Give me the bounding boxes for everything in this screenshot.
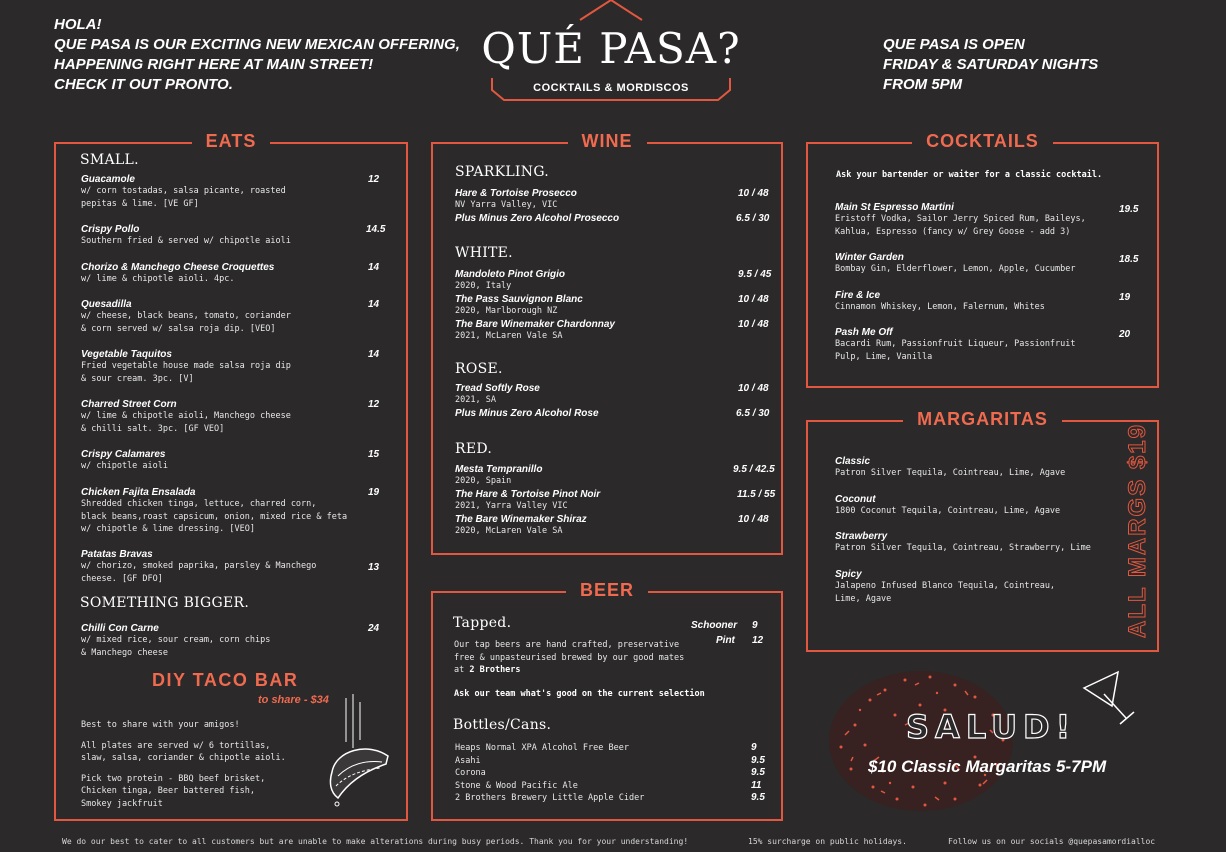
menu-item: Crispy Pollo Southern fried & served w/ chipotle aioli	[81, 224, 291, 246]
tapped-description: Our tap beers are hand crafted, preservative free & unpasteurised brewed by our good mates at 2 Brothers	[454, 640, 685, 675]
wine-item: Hare & Tortoise Prosecco NV Yarra Valley, VIC	[455, 188, 577, 210]
wine-price: 6.5 / 30	[736, 213, 770, 224]
schooner-label: Schooner	[691, 620, 738, 631]
wine-item: The Bare Winemaker Shiraz 2020, McLaren Vale SA	[455, 514, 587, 536]
eats-panel	[54, 131, 408, 821]
intro-line: HOLA!	[54, 16, 102, 33]
wine-heading: RED.	[455, 441, 493, 457]
wine-heading: WHITE.	[455, 245, 513, 261]
taco-bar-title: DIY TACO BAR	[152, 670, 299, 690]
beer-panel	[431, 580, 783, 821]
wine-price: 11.5 / 55	[737, 489, 776, 500]
ask-team-note: Ask our team what's good on the current selection	[454, 689, 705, 699]
cocktails-panel	[806, 131, 1159, 388]
bigger-heading: SOMETHING BIGGER.	[80, 595, 250, 611]
bottles-heading: Bottles/Cans.	[453, 717, 552, 733]
margaritas-panel	[806, 409, 1159, 652]
falling-taco-icon	[324, 694, 400, 810]
item-price: 12	[368, 174, 380, 185]
cocktail-glass-icon	[1080, 668, 1142, 730]
taco-bar-price: to share - $34	[258, 694, 329, 706]
salud-heading: SALUD!	[906, 708, 1077, 746]
wine-panel	[431, 131, 783, 555]
bottle-item: 2 Brothers Brewery Little Apple Cider	[455, 793, 645, 803]
wine-price: 6.5 / 30	[736, 408, 770, 419]
cocktails-title: COCKTAILS	[808, 131, 1157, 152]
cocktail-item: Fire & Ice Cinnamon Whiskey, Lemon, Falernum, Whites	[835, 290, 1045, 312]
intro-line: HAPPENING RIGHT HERE AT MAIN STREET!	[54, 56, 374, 73]
footer-socials: Follow us on our socials @quepasamordialloc	[948, 837, 1156, 846]
cocktail-item: Main St Espresso Martini Eristoff Vodka, Sailor Jerry Spiced Rum, Baileys, Kahlua, Espresso (fancy w/ Grey Goose - add 3)	[835, 202, 1086, 237]
item-price: 15	[368, 449, 380, 460]
wine-title: WINE	[433, 131, 781, 152]
wine-price: 10 / 48	[738, 319, 769, 330]
wine-item: The Pass Sauvignon Blanc 2020, Marlborough NZ	[455, 294, 583, 316]
wine-item: The Hare & Tortoise Pinot Noir 2021, Yarra Valley VIC	[455, 489, 601, 511]
menu-item: Guacamole w/ corn tostadas, salsa picante, roasted pepitas & lime. [VE GF]	[81, 174, 286, 209]
wine-price: 10 / 48	[738, 188, 769, 199]
footer-note: We do our best to cater to all customers but are unable to make alterations during busy periods. Thank you for your understanding!	[62, 837, 689, 846]
cocktail-price: 20	[1119, 329, 1131, 340]
intro-text	[54, 15, 460, 95]
bottle-list	[455, 742, 644, 805]
wine-item: Plus Minus Zero Alcohol Rose	[455, 408, 599, 419]
all-margs-price: ALL MARGS $19	[1124, 423, 1151, 638]
menu-item: Vegetable Taquitos Fried vegetable house made salsa roja dip & sour cream. 3pc. [V]	[81, 349, 291, 384]
wine-heading: SPARKLING.	[455, 164, 550, 180]
hours-line: FROM 5PM	[883, 76, 963, 93]
wine-price: 10 / 48	[738, 294, 769, 305]
margarita-item: Spicy Jalapeno Infused Blanco Tequila, Cointreau, Lime, Agave	[835, 569, 1056, 604]
schooner-price: 9	[752, 620, 758, 631]
item-price: 24	[368, 623, 380, 634]
menu-item: Chorizo & Manchego Cheese Croquettes w/ lime & chipotle aioli. 4pc.	[81, 262, 275, 284]
wine-item: Plus Minus Zero Alcohol Prosecco	[455, 213, 620, 224]
bottle-item: Corona	[455, 768, 486, 778]
menu-item: Charred Street Corn w/ lime & chipotle aioli, Manchego cheese & chilli salt. 3pc. [GF VEO]	[81, 399, 291, 434]
wine-item: Mesta Tempranillo 2020, Spain	[455, 464, 543, 486]
pint-price: 12	[752, 635, 764, 646]
wine-price: 10 / 48	[738, 383, 769, 394]
item-price: 14	[368, 262, 380, 273]
intro-line: QUE PASA IS OUR EXCITING NEW MEXICAN OFFERING,	[54, 36, 460, 53]
menu-item: Chicken Fajita Ensalada Shredded chicken tinga, lettuce, charred corn, black beans,roast capsicum, onion, mixed rice & feta w/ chipotle & lime dressing. [VEO]	[81, 487, 348, 534]
menu-item: Patatas Bravas w/ chorizo, smoked paprika, parsley & Manchego cheese. [GF DFO]	[81, 549, 317, 584]
eats-title: EATS	[56, 131, 406, 152]
bottle-prices: 9 9.5 9.5 11 9.5	[751, 742, 765, 803]
beer-title: BEER	[433, 580, 781, 601]
item-price: 14.5	[366, 224, 386, 235]
menu-item: Quesadilla w/ cheese, black beans, tomato, coriander & corn served w/ salsa roja dip. [VEO]	[81, 299, 291, 334]
cocktail-item: Pash Me Off Bacardi Rum, Passionfruit Liqueur, Passionfruit Pulp, Lime, Vanilla	[835, 327, 1076, 362]
cocktails-intro: Ask your bartender or waiter for a classic cocktail.	[836, 170, 1103, 180]
hours-line: QUE PASA IS OPEN	[883, 36, 1025, 53]
item-price: 19	[368, 487, 380, 498]
wine-item: Mandoleto Pinot Grigio 2020, Italy	[455, 269, 565, 291]
bottle-item: Stone & Wood Pacific Ale	[455, 780, 578, 791]
logo-subtitle: COCKTAILS & MORDISCOS	[533, 82, 689, 94]
taco-bar-info: Best to share with your amigos! All plates are served w/ 6 tortillas, slaw, salsa, coriander & chipotle aioli. Pick two protein - BBQ beef brisket, Chicken tinga, Beer battered fish, Smokey jackfruit	[81, 720, 286, 809]
tapped-heading: Tapped.	[453, 615, 512, 631]
cocktail-item: Winter Garden Bombay Gin, Elderflower, Lemon, Apple, Cucumber	[835, 252, 1076, 274]
cocktail-price: 19	[1119, 292, 1131, 303]
margarita-item: Classic Patron Silver Tequila, Cointreau, Lime, Agave	[835, 456, 1066, 478]
wine-item: Tread Softly Rose 2021, SA	[455, 383, 540, 405]
margarita-item: Strawberry Patron Silver Tequila, Cointreau, Strawberry, Lime	[835, 531, 1091, 553]
wine-item: The Bare Winemaker Chardonnay 2021, McLaren Vale SA	[455, 319, 615, 341]
logo-title: QUÉ PASA?	[481, 24, 741, 73]
item-price: 13	[368, 562, 380, 573]
bottle-item: Heaps Normal XPA Alcohol Free Beer	[455, 743, 629, 753]
wine-price: 9.5 / 45	[738, 269, 772, 280]
item-price: 14	[368, 299, 380, 310]
wine-price: 9.5 / 42.5	[733, 464, 775, 475]
footer-surcharge: 15% surcharge on public holidays.	[748, 837, 907, 846]
menu-item: Chilli Con Carne w/ mixed rice, sour cream, corn chips & Manchego cheese	[81, 623, 271, 658]
item-price: 14	[368, 349, 380, 360]
cocktail-price: 19.5	[1119, 204, 1139, 215]
margarita-item: Coconut 1800 Coconut Tequila, Cointreau, Lime, Agave	[835, 494, 1061, 516]
logo	[480, 0, 742, 106]
happy-hour-promo: $10 Classic Margaritas 5-7PM	[868, 757, 1107, 776]
pint-label: Pint	[716, 635, 735, 646]
intro-line: CHECK IT OUT PRONTO.	[54, 76, 233, 93]
wine-heading: ROSE.	[455, 361, 503, 377]
hours-line: FRIDAY & SATURDAY NIGHTS	[883, 56, 1099, 73]
item-price: 12	[368, 399, 380, 410]
small-heading: SMALL.	[80, 152, 139, 168]
cocktail-price: 18.5	[1119, 254, 1139, 265]
bottle-item: Asahi	[455, 755, 481, 766]
menu-item: Crispy Calamares w/ chipotle aioli	[81, 449, 168, 471]
wine-price: 10 / 48	[738, 514, 769, 525]
hours-text	[883, 35, 1098, 95]
margaritas-title: MARGARITAS	[808, 409, 1157, 430]
